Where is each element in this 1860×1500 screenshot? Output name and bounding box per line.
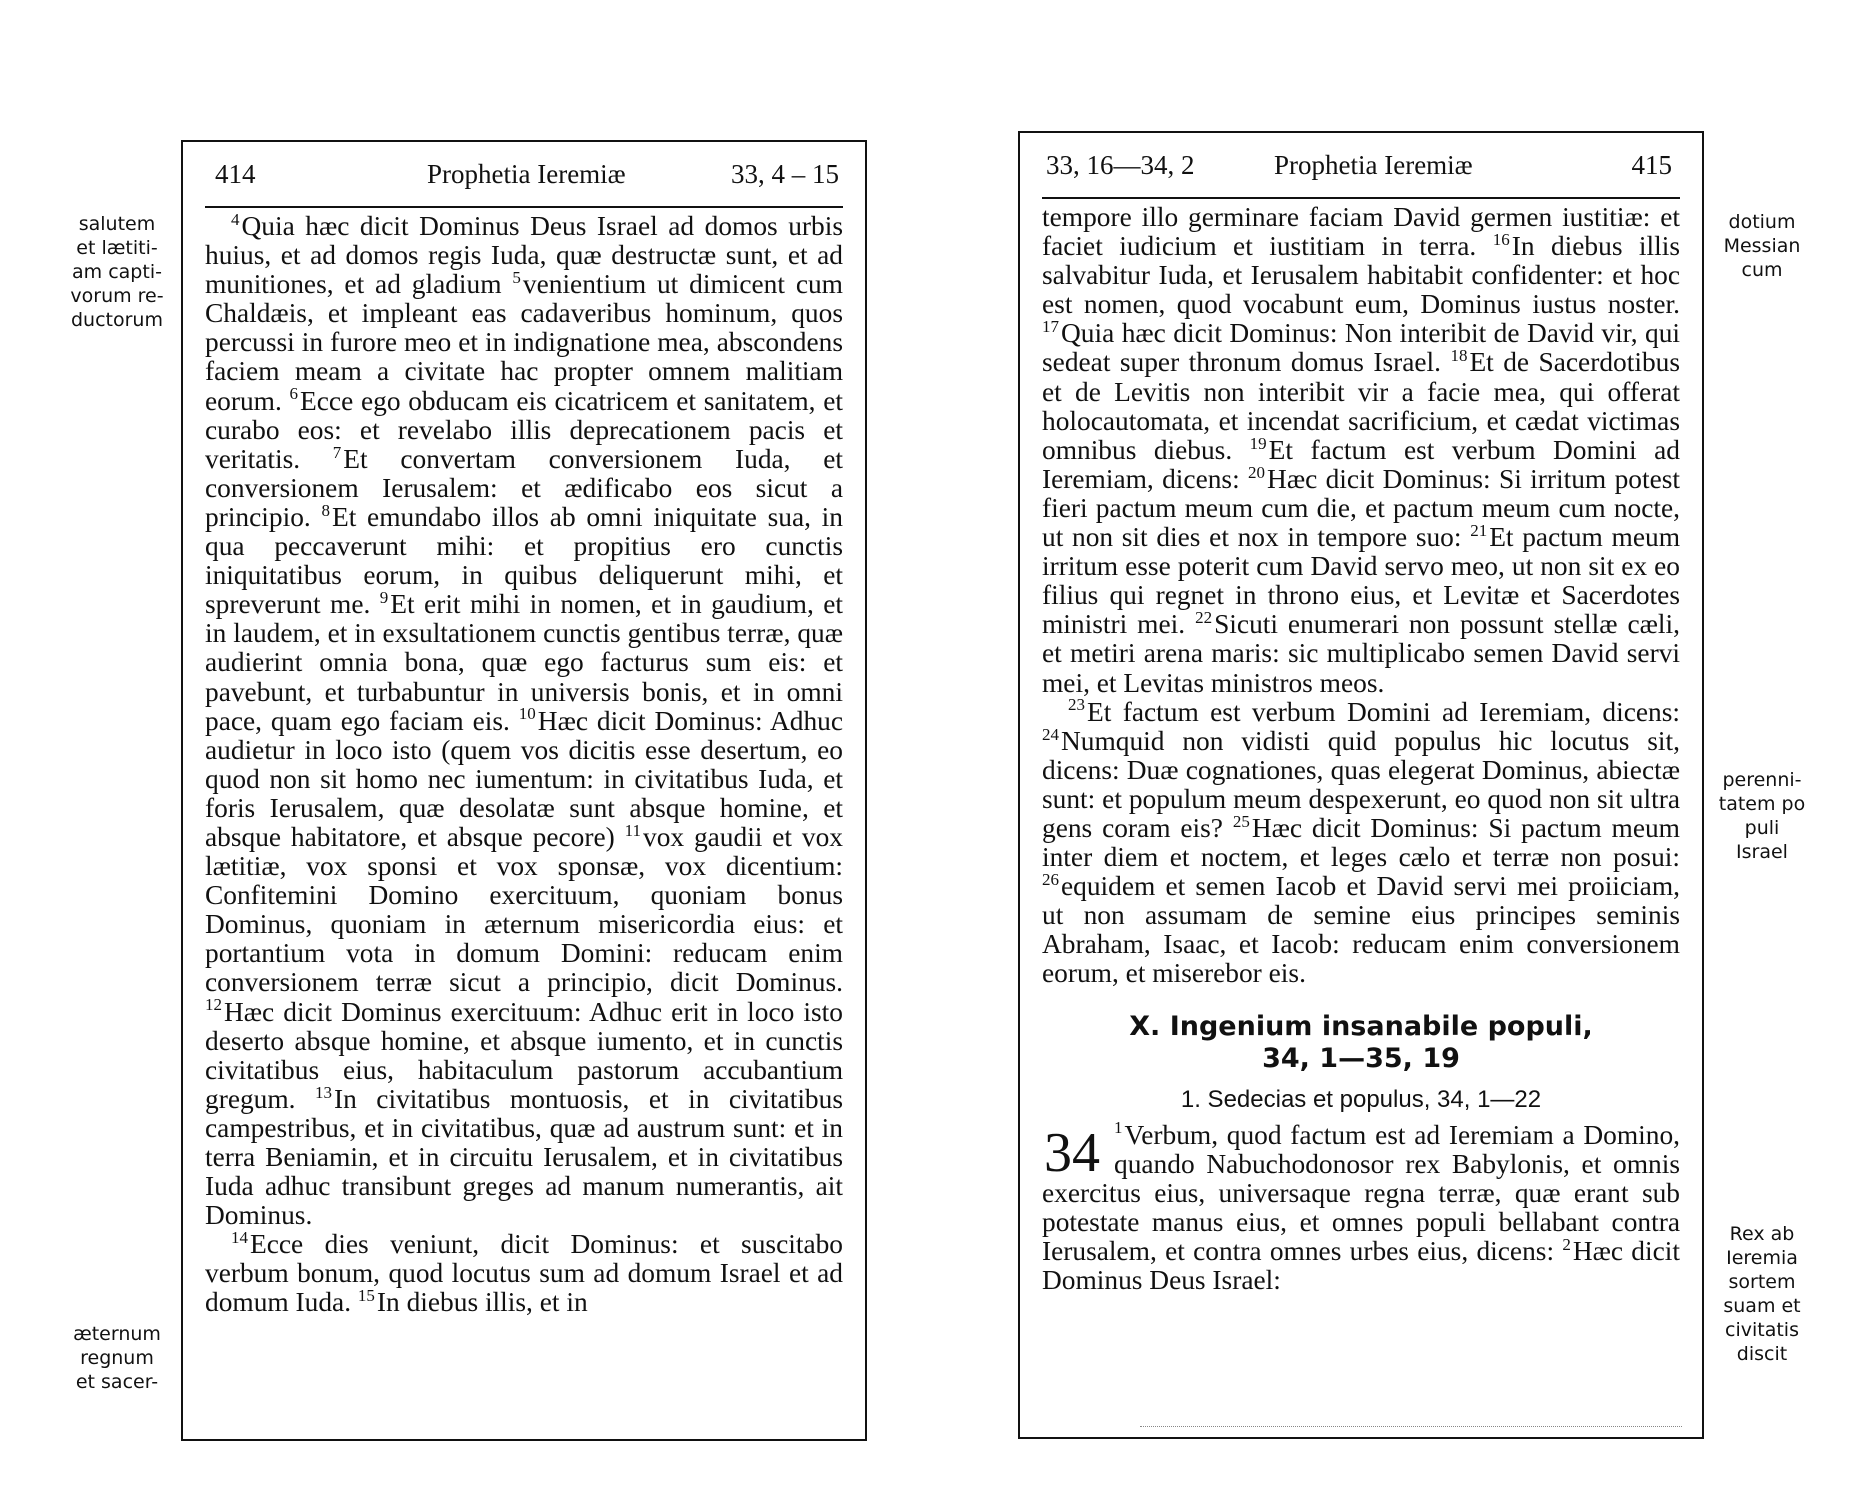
verse-text: Et erit mihi in nomen, et in gaudium, et in laudem, et in exsultationem cunctis gentibus terræ, quæ audierint omnia bona, quæ ego facturus sum eis: et pavebunt, et turbabuntur in universis bonis, et in omni pace, quam ego faciam eis. — [205, 589, 843, 736]
verse-number: 10 — [518, 704, 536, 724]
verse-number: 2 — [1562, 1234, 1571, 1254]
verse-range: 33, 4 – 15 — [731, 159, 839, 189]
left-page-body — [205, 209, 844, 1318]
verse-number: 17 — [1042, 317, 1059, 337]
verse-text: Hæc dicit Dominus: Si pactum meum inter diem et noctem, et leges cælo et terræ non posui: — [1042, 812, 1680, 873]
verse-text: Et factum est verbum Domini ad Ieremiam, dicens: — [1042, 434, 1680, 494]
right-page — [1018, 131, 1704, 1439]
verse-text: In diebus illis, et in — [376, 1287, 588, 1318]
verse-text: venientium ut dimicent cum Chaldæis, et impleant eas cadaveribus hominum, quos percussi in furore meo et in indignatione mea, abscondens faciem meam a civitate hac propter omnem malitiam eorum. — [205, 269, 843, 416]
verse-number: 1 — [1114, 1118, 1123, 1138]
page-number: 414 — [215, 159, 256, 189]
header-rule — [205, 206, 843, 208]
chapter-number: 34 — [1044, 1121, 1100, 1184]
verse-text: equidem et semen Iacob et David servi mei proiiciam, ut non assumam de semine eius principes seminis Abraham, Isaac, et Iacob: reducam enim conversionem eorum, et miserebor eis. — [1042, 871, 1680, 989]
verse-range: 33, 16—34, 2 — [1046, 150, 1195, 180]
left-page-header — [207, 152, 841, 196]
verse-number: 23 — [1068, 695, 1085, 715]
verse-number: 4 — [231, 209, 240, 229]
running-title: Prophetia Ieremiæ — [427, 159, 626, 189]
verse-number: 14 — [231, 1228, 248, 1248]
paragraph — [1042, 695, 1680, 989]
chapter-paragraph — [1042, 1118, 1680, 1296]
verse-number: 12 — [205, 995, 222, 1015]
paragraph — [205, 1230, 843, 1317]
verse-number: 11 — [624, 820, 642, 840]
paragraph — [1042, 203, 1680, 698]
verse-number: 26 — [1042, 870, 1059, 890]
verse-text: Numquid non vidisti quid populus hic locutus sit, dicens: Duæ cognationes, quas elegerat Dominus, abiectæ sunt: et populum meum despexerunt, eo quod non sit ultra gens coram eis? — [1042, 725, 1680, 843]
verse-text: Sicuti enumerari non possunt stellæ cæli, et metiri arena maris: sic multiplicabo semen David servi mei, et Levitas ministros meos. — [1042, 609, 1680, 698]
verse-text: Hæc dicit Dominus exercituum: Adhuc erit in loco isto deserto absque homine, et absque iumento, et in cunctis civitatibus eius, habitaculum pastorum accubantium gregum. — [205, 996, 843, 1114]
verse-number: 8 — [321, 500, 330, 520]
verse-number: 7 — [332, 442, 342, 462]
verse-text: tempore illo germinare faciam David germen iustitiæ: et faciet iudicium et iustitiam in terra. — [1042, 202, 1680, 262]
verse-number: 19 — [1249, 433, 1267, 453]
verse-number: 25 — [1232, 811, 1250, 831]
verse-text: Hæc dicit Dominus: Si irritum potest fieri pactum meum cum die, et pactum meum cum nocte, ut non sit dies et nox in tempore suo: — [1042, 463, 1680, 553]
verse-number: 5 — [512, 268, 521, 288]
verse-text: In diebus illis salvabitur Iuda, et Ierusalem habitabit confidenter: et hoc est nomen, quod vocabunt eum, Dominus iustus noster. — [1042, 231, 1681, 320]
right-page-header — [1044, 143, 1678, 187]
verse-text: Hæc dicit Dominus Deus Israel: — [1042, 1235, 1680, 1295]
verse-number: 6 — [289, 384, 299, 404]
verse-text: Et pactum meum irritum esse poterit cum David servo meo, ut non sit ex eo filius qui regnet in throno eius, et Levitæ et Sacerdotes ministri mei. — [1042, 522, 1680, 640]
verse-number: 13 — [315, 1082, 332, 1102]
verse-text: Et convertam conversionem Iuda, et conversionem Ierusalem: et ædificabo eos sicut a principio. — [205, 443, 843, 532]
verse-number: 21 — [1470, 520, 1488, 540]
verse-number: 20 — [1248, 462, 1266, 482]
verse-number: 22 — [1195, 608, 1213, 628]
running-title: Prophetia Ieremiæ — [1274, 150, 1473, 180]
page-number: 415 — [1631, 150, 1672, 180]
verse-text: In civitatibus montuosis, et in civitatibus campestribus, et in civitatibus, quæ ad austrum sunt: et in terra Beniamin, et in circuitu Ierusalem, et in civitatibus Iuda adhuc transibunt greges ad manum numerantis, ait Dominus. — [205, 1083, 843, 1231]
verse-number: 15 — [357, 1286, 375, 1306]
verse-text: Et factum est verbum Domini ad Ieremiam, dicens: — [1087, 696, 1680, 727]
verse-text: Ecce ego obducam eis cicatricem et sanitatem, et curabo eos: et revelabo illis deprecationem pacis et veritatis. — [205, 385, 844, 474]
verse-text: Et emundabo illos ab omni iniquitate sua, in qua peccaverunt mihi: et propitius ero cunctis iniquitatibus eorum, in quibus deliquerunt mihi, et spreverunt me. — [205, 501, 843, 620]
verse-text: vox gaudii et vox lætitiæ, vox sponsi et vox sponsæ, vox dicentium: Confitemini Domino exercituum, quoniam bonus Dominus, quoniam in æternum misericordia eius: et portantium vota in domum Domini: reducam enim conversionem terræ sicut a principio, dicit Dominus. — [205, 821, 843, 998]
margin-note-rex: Rex ab Ieremia sortem suam et civitatis discit — [1723, 1223, 1801, 1365]
margin-note-dotium: dotium Messian cum — [1723, 211, 1801, 281]
right-paragraphs — [1042, 203, 1680, 989]
subsection-heading: 1. Sedecias et populus, 34, 1—22 — [1180, 1085, 1542, 1113]
verse-text: Quia hæc dicit Dominus Deus Israel ad domos urbis huius, et ad domos regis Iuda, quæ destructæ sunt, et ad munitiones, et ad gladium — [205, 211, 843, 300]
header-rule — [1042, 197, 1680, 199]
verse-text: Quia hæc dicit Dominus: Non interibit de David vir, qui sedeat super thronum domus Israel. — [1042, 318, 1680, 378]
margin-note-salutem: salutem et lætiti- am capti- vorum re- ductorum — [70, 213, 164, 331]
margin-note-aeternum: æternum regnum et sacer- — [73, 1323, 161, 1393]
verse-text: Et de Sacerdotibus et de Levitis non interibit vir a facie mea, qui offerat holocautomata, et incendat sacrificium, et cædat victimas omnibus diebus. — [1042, 347, 1680, 465]
right-page-body — [1042, 203, 1680, 1295]
verse-text: Ecce dies veniunt, dicit Dominus: et suscitabo verbum bonum, quod locutus sum ad domum Israel et ad domum Iuda. — [205, 1229, 843, 1318]
verse-number: 24 — [1042, 724, 1059, 744]
verse-number: 18 — [1450, 346, 1468, 366]
left-page — [181, 140, 867, 1441]
footer-dots — [1140, 1426, 1682, 1427]
verse-text: Hæc dicit Dominus: Adhuc audietur in loco isto (quem vos dicitis esse desertum, eo quod non sit homo nec iumentum: in civitatibus Iuda, et foris Ierusalem, quæ desolatæ sunt absque homine, et absque habitatore, et absque pecore) — [205, 705, 844, 852]
paragraph — [205, 209, 844, 1231]
verse-number: 9 — [379, 588, 389, 608]
margin-note-perennitatem: perenni- tatem po puli Israel — [1718, 769, 1806, 863]
section-heading: X. Ingenium insanabile populi, 34, 1—35, 19 — [1129, 1010, 1593, 1074]
verse-number: 16 — [1492, 229, 1510, 249]
verse-text: Verbum, quod factum est ad Ieremiam a Domino, quando Nabuchodonosor rex Babylonis, et omnis exercitus eius, universaque regna terræ, quæ erant sub potestate manus eius, et omnes populi bellabant contra Ierusalem, et contra omnes urbes eius, dicens: — [1042, 1119, 1680, 1266]
